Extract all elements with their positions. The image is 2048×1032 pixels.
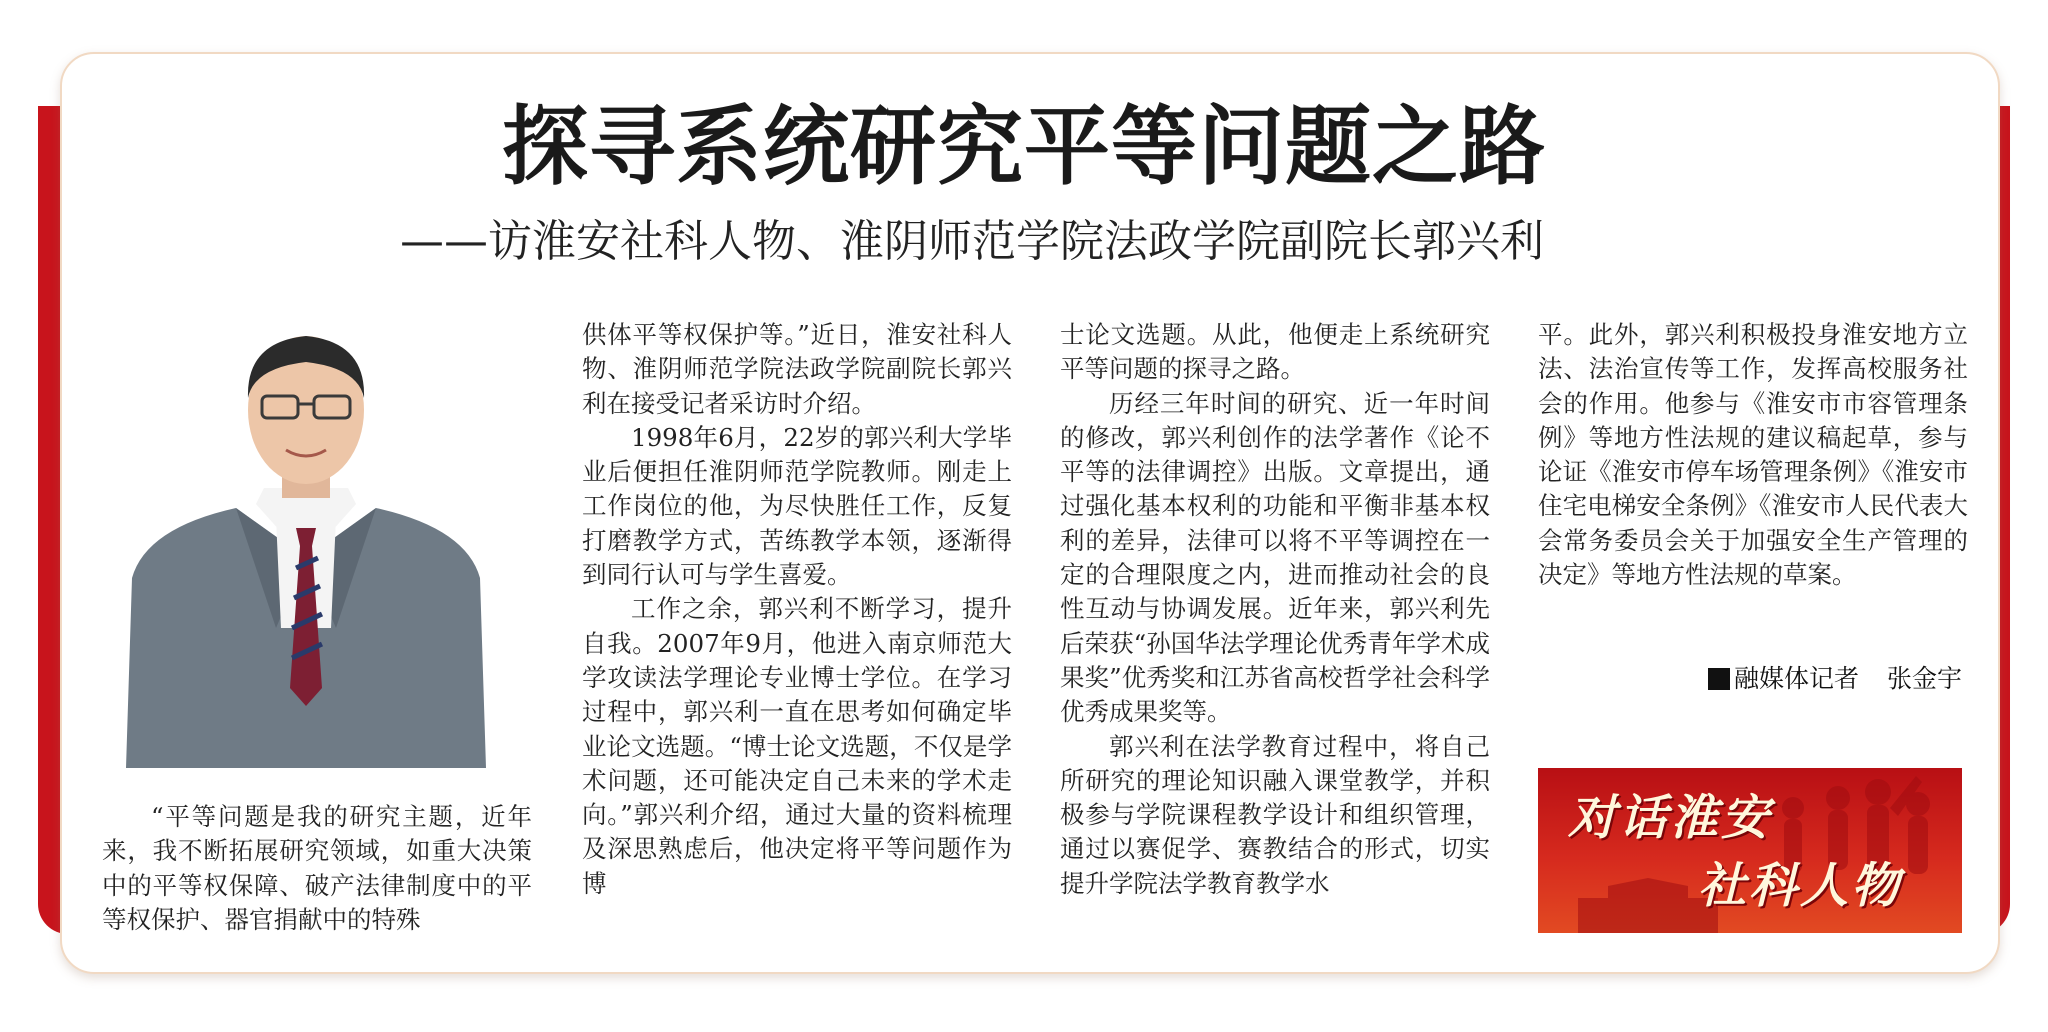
paragraph: 平。此外，郭兴利积极投身淮安地方立法、法治宣传等工作，发挥高校服务社会的作用。他参与《淮安市市容管理条例》等地方性法规的建议稿起草，参与论证《淮安市停车场管理条例》《淮安市住宅电梯安全条例》《淮安市人民代表大会常务委员会关于加强安全生产管理的决定》等地方性法规的草案。 [1538, 320, 1968, 590]
square-bullet-icon [1708, 668, 1730, 690]
byline [1708, 662, 1962, 696]
paragraph: 供体平等权保护等。”近日，淮安社科人物、淮阴师范学院法政学院副院长郭兴利在接受记者采访时介绍。 [582, 320, 1012, 418]
banner-line-2: 社科人物 [1698, 858, 1903, 914]
article-column-1 [102, 800, 532, 937]
byline-name: 张金宇 [1886, 664, 1962, 693]
paragraph: 1998年6月，22岁的郭兴利大学毕业后便担任淮阴师范学院教师。刚走上工作岗位的他，为尽快胜任工作，反复打磨教学方式，苦练教学本领，逐渐得到同行认可与学生喜爱。 [582, 422, 1012, 590]
article-subtitle: ——访淮安社科人物、淮阴师范学院法政学院副院长郭兴利 [400, 216, 1544, 267]
column-banner [1538, 768, 1962, 933]
portrait-illustration [126, 328, 486, 768]
byline-role: 融媒体记者 [1733, 664, 1859, 693]
article-column-3 [1060, 318, 1490, 901]
paragraph: 士论文选题。从此，他便走上系统研究平等问题的探寻之路。 [1060, 320, 1490, 384]
paragraph: 郭兴利在法学教育过程中，将自己所研究的理论知识融入课堂教学，并积极参与学院课程教学设计和组织管理，通过以赛促学、赛教结合的形式，切实提升学院法学教育教学水 [1060, 731, 1490, 898]
article-column-4 [1538, 318, 1968, 592]
article-title: 探寻系统研究平等问题之路 [502, 97, 1546, 197]
article-column-2 [582, 318, 1012, 901]
paragraph: “平等问题是我的研究主题，近年来，我不断拓展研究领域，如重大决策中的平等权保障、破产法律制度中的平等权保护、器官捐献中的特殊 [102, 802, 532, 934]
portrait-photo [126, 328, 486, 768]
paragraph: 工作之余，郭兴利不断学习，提升自我。2007年9月，他进入南京师范大学攻读法学理论专业博士学位。在学习过程中，郭兴利一直在思考如何确定毕业论文选题。“博士论文选题，不仅是学术问题，还可能决定自己未来的学术走向。”郭兴利介绍，通过大量的资料梳理及深思熟虑后，他决定将平等问题作为博 [582, 594, 1012, 898]
banner-line-1: 对话淮安 [1568, 790, 1773, 846]
paragraph: 历经三年时间的研究、近一年时间的修改，郭兴利创作的法学著作《论不平等的法律调控》出版。文章提出，通过强化基本权利的功能和平衡非基本权利的差异，法律可以将不平等调控在一定的合理限度之内，进而推动社会的良性互动与协调发展。近年来，郭兴利先后荣获“孙国华法学理论优秀青年学术成果奖”优秀奖和江苏省高校哲学社会科学优秀成果奖等。 [1060, 388, 1490, 727]
